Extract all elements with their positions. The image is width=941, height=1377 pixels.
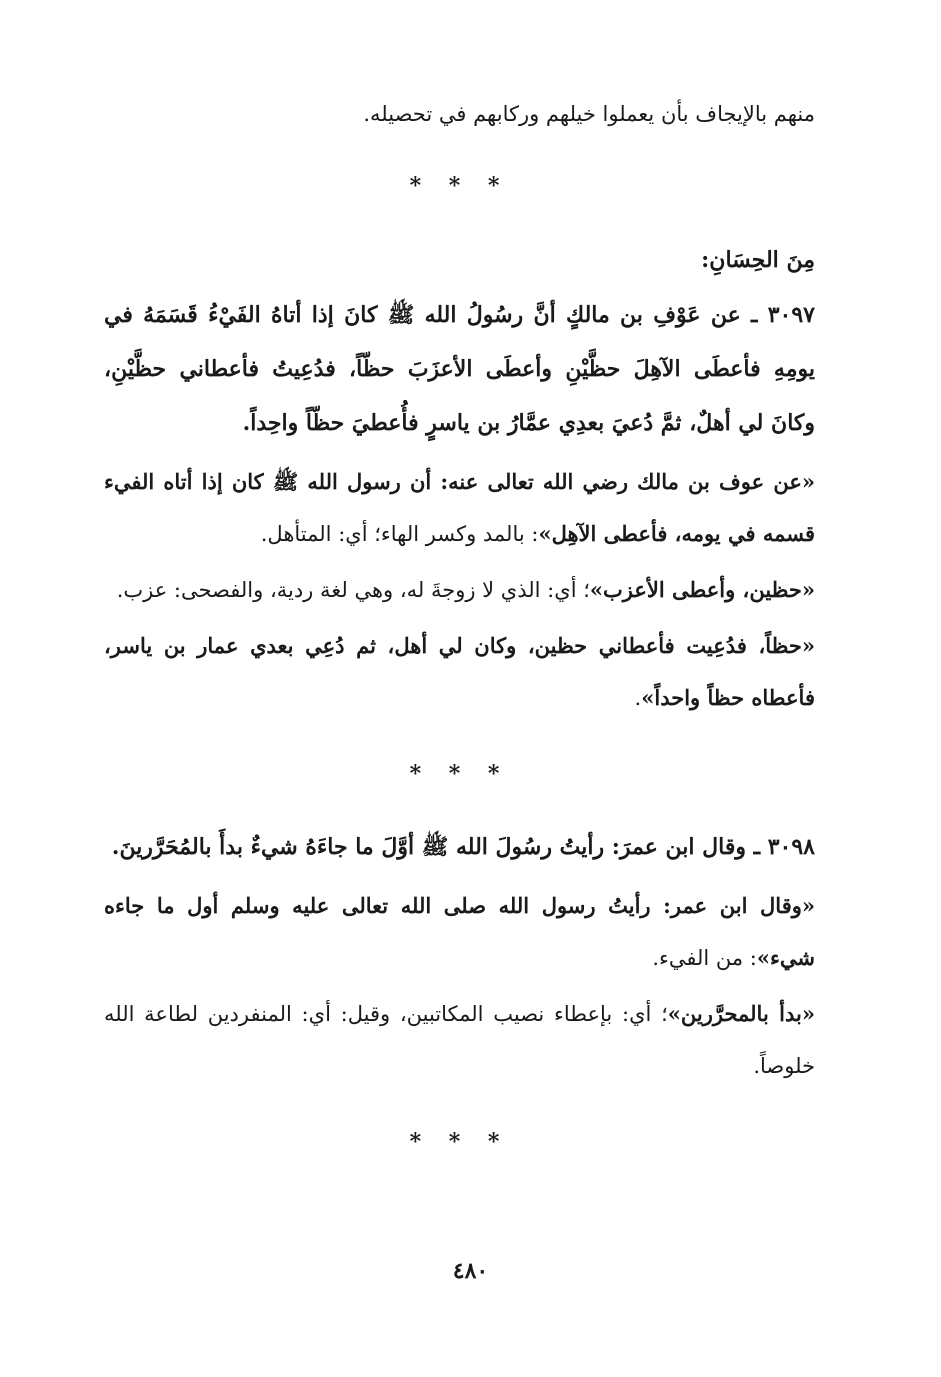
commentary-quote: «بدأ بالمحرَّرين» (667, 1001, 815, 1026)
commentary-text: ؛ أي: الذي لا زوجةَ له، وهي لغة ردية، والفصحى: عزب. (116, 578, 590, 602)
section-separator: * * * (409, 761, 510, 787)
commentary-paragraph (104, 880, 815, 984)
commentary-text: : بالمد وكسر الهاء؛ أي: المتأهل. (260, 522, 539, 546)
commentary-quote: «وقال ابن عمر: رأيتُ رسول الله صلى الله تعالى عليه وسلم أول ما جاءه شيء» (104, 893, 815, 970)
commentary-quote: «حظين، وأعطى الأعزب» (589, 577, 815, 602)
commentary-quote: «عن عوف بن مالك رضي الله تعالى عنه: أن رسول الله ﷺ كان إذا أتاه الفيء قسمه في يومه، فأعطى الآهِل» (104, 469, 815, 546)
page-number: ٤٨٠ (452, 1258, 489, 1284)
commentary-paragraph (104, 564, 815, 616)
continued-text: منهم بالإيجاف بأن يعملوا خيلهم وركابهم في تحصيله. (363, 102, 815, 126)
section-heading: مِنَ الحِسَانِ: (701, 247, 815, 273)
section-separator: * * * (409, 173, 510, 199)
hadith-3098: ٣٠٩٨ ـ وقال ابن عمرَ: رأيتُ رسُولَ الله ﷺ أوَّلَ ما جاءَهُ شيءٌ بدأَ بالمُحَرَّرينَ. (111, 834, 815, 860)
commentary-paragraph (104, 456, 815, 560)
commentary-text: . (634, 686, 642, 710)
commentary-text: : من الفيء. (652, 946, 757, 970)
hadith-3097: ٣٠٩٧ ـ عن عَوْفِ بن مالكٍ أنَّ رسُولُ الله ﷺ كانَ إذا أتاهُ الفَيْءُ قَسَمَهُ في يومِهِ فأعطَى الآهِلَ حظَّيْنِ وأعطَى الأعزَبَ حظّاً، فدُعِيتُ فأعطاني حظَّيْنِ، وكانَ لي أهلٌ، ثمَّ دُعيَ بعدِي عمَّارُ بن ياسرٍ فأُعطيَ حظّاً واحِداً. (104, 302, 815, 436)
section-separator: * * * (409, 1129, 510, 1155)
commentary-paragraph (104, 620, 815, 724)
commentary-quote: «حظاً، فدُعِيت فأعطاني حظين، وكان لي أهل، ثم دُعِي بعدي عمار بن ياسر، فأعطاه حظاً واحداً» (104, 633, 815, 710)
commentary-text: ؛ أي: بإعطاء نصيب المكاتبين، وقيل: أي: المنفردين لطاعة الله خلوصاً. (104, 1002, 815, 1078)
commentary-paragraph (104, 988, 815, 1092)
